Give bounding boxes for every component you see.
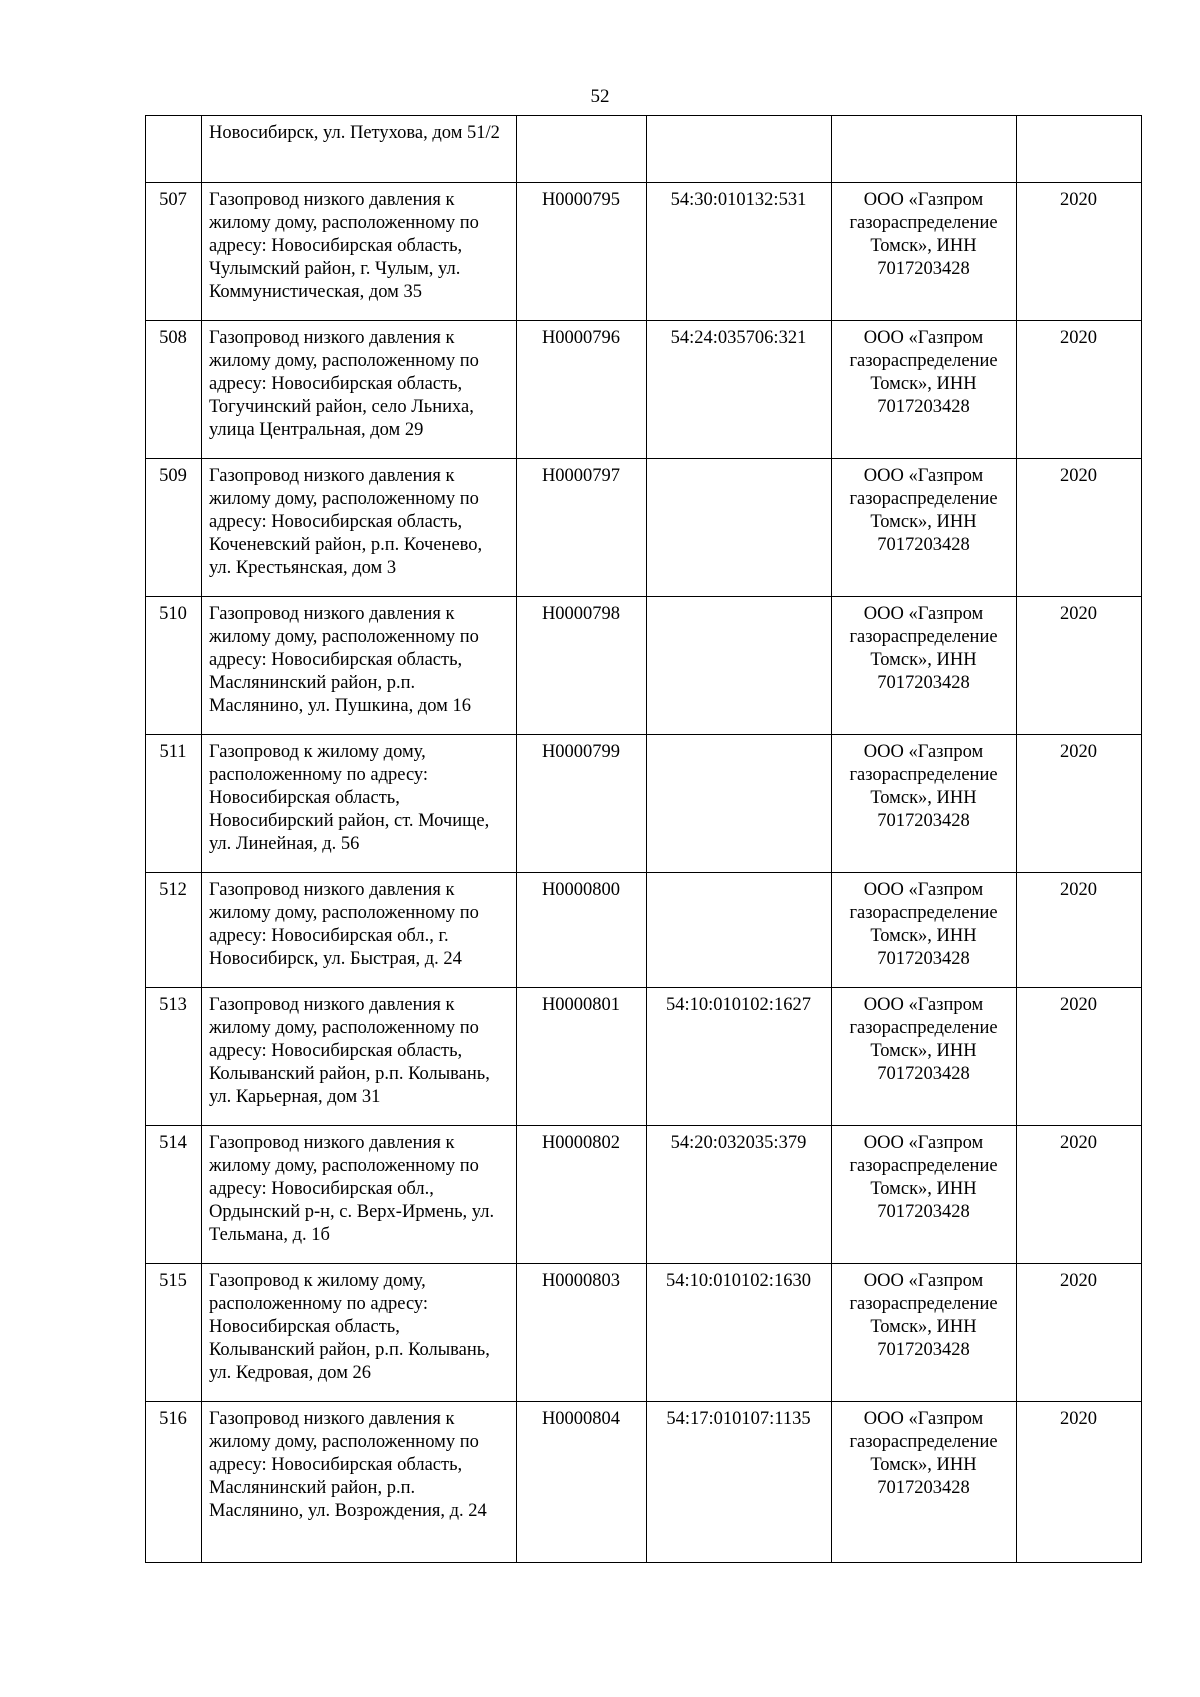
year: 2020 bbox=[1017, 988, 1142, 1126]
inventory-number: Н0000802 bbox=[517, 1126, 647, 1264]
row-number: 511 bbox=[146, 735, 202, 873]
object-name: Газопровод низкого давления к жилому дому, расположенному по адресу: Новосибирская область, Колыванский район, р.п. Колывань, ул. Карьерная, дом 31 bbox=[202, 988, 517, 1126]
year: 2020 bbox=[1017, 321, 1142, 459]
year: 2020 bbox=[1017, 1264, 1142, 1402]
object-name: Газопровод низкого давления к жилому дому, расположенному по адресу: Новосибирская обл., Ордынский р-н, с. Верх-Ирмень, ул. Тельмана, д. 1б bbox=[202, 1126, 517, 1264]
inventory-number: Н0000796 bbox=[517, 321, 647, 459]
owner: ООО «Газпром газораспределение Томск», ИНН 7017203428 bbox=[832, 1264, 1017, 1402]
row-number: 516 bbox=[146, 1402, 202, 1563]
object-name: Газопровод низкого давления к жилому дому, расположенному по адресу: Новосибирская область, Чулымский район, г. Чулым, ул. Коммунистическая, дом 35 bbox=[202, 183, 517, 321]
table-row bbox=[146, 321, 1142, 459]
object-name: Газопровод низкого давления к жилому дому, расположенному по адресу: Новосибирская область, Маслянинский район, р.п. Маслянино, ул. Пушкина, дом 16 bbox=[202, 597, 517, 735]
row-number: 514 bbox=[146, 1126, 202, 1264]
cadastral-number: 54:17:010107:1135 bbox=[647, 1402, 832, 1563]
owner: ООО «Газпром газораспределение Томск», ИНН 7017203428 bbox=[832, 597, 1017, 735]
object-name: Газопровод низкого давления к жилому дому, расположенному по адресу: Новосибирская область, Тогучинский район, село Льниха, улица Центральная, дом 29 bbox=[202, 321, 517, 459]
year: 2020 bbox=[1017, 1126, 1142, 1264]
cadastral-number bbox=[647, 116, 832, 183]
table-row bbox=[146, 459, 1142, 597]
table-row bbox=[146, 735, 1142, 873]
owner: ООО «Газпром газораспределение Томск», ИНН 7017203428 bbox=[832, 183, 1017, 321]
year: 2020 bbox=[1017, 1402, 1142, 1563]
row-number: 508 bbox=[146, 321, 202, 459]
row-number: 512 bbox=[146, 873, 202, 988]
owner: ООО «Газпром газораспределение Томск», ИНН 7017203428 bbox=[832, 321, 1017, 459]
owner: ООО «Газпром газораспределение Томск», ИНН 7017203428 bbox=[832, 735, 1017, 873]
inventory-number: Н0000798 bbox=[517, 597, 647, 735]
cadastral-number bbox=[647, 873, 832, 988]
inventory-number bbox=[517, 116, 647, 183]
year: 2020 bbox=[1017, 459, 1142, 597]
inventory-number: Н0000803 bbox=[517, 1264, 647, 1402]
owner: ООО «Газпром газораспределение Томск», ИНН 7017203428 bbox=[832, 1126, 1017, 1264]
table-row bbox=[146, 873, 1142, 988]
year: 2020 bbox=[1017, 873, 1142, 988]
inventory-number: Н0000801 bbox=[517, 988, 647, 1126]
cadastral-number: 54:24:035706:321 bbox=[647, 321, 832, 459]
cadastral-number bbox=[647, 459, 832, 597]
table-row bbox=[146, 1126, 1142, 1264]
table-row bbox=[146, 988, 1142, 1126]
registry-table bbox=[145, 115, 1142, 1563]
row-number: 513 bbox=[146, 988, 202, 1126]
row-number: 510 bbox=[146, 597, 202, 735]
object-name: Газопровод низкого давления к жилому дому, расположенному по адресу: Новосибирская область, Маслянинский район, р.п. Маслянино, ул. Возрождения, д. 24 bbox=[202, 1402, 517, 1563]
cadastral-number: 54:20:032035:379 bbox=[647, 1126, 832, 1264]
row-number: 509 bbox=[146, 459, 202, 597]
table-row bbox=[146, 116, 1142, 183]
row-number bbox=[146, 116, 202, 183]
row-number: 515 bbox=[146, 1264, 202, 1402]
table-row bbox=[146, 183, 1142, 321]
row-number: 507 bbox=[146, 183, 202, 321]
cadastral-number bbox=[647, 735, 832, 873]
table-row bbox=[146, 597, 1142, 735]
table-row bbox=[146, 1264, 1142, 1402]
inventory-number: Н0000797 bbox=[517, 459, 647, 597]
object-name: Новосибирск, ул. Петухова, дом 51/2 bbox=[202, 116, 517, 183]
cadastral-number: 54:10:010102:1627 bbox=[647, 988, 832, 1126]
year: 2020 bbox=[1017, 597, 1142, 735]
object-name: Газопровод низкого давления к жилому дому, расположенному по адресу: Новосибирская обл., г. Новосибирск, ул. Быстрая, д. 24 bbox=[202, 873, 517, 988]
owner: ООО «Газпром газораспределение Томск», ИНН 7017203428 bbox=[832, 459, 1017, 597]
cadastral-number bbox=[647, 597, 832, 735]
year: 2020 bbox=[1017, 735, 1142, 873]
inventory-number: Н0000799 bbox=[517, 735, 647, 873]
owner bbox=[832, 116, 1017, 183]
inventory-number: Н0000800 bbox=[517, 873, 647, 988]
object-name: Газопровод низкого давления к жилому дому, расположенному по адресу: Новосибирская область, Коченевский район, р.п. Коченево, ул. Крестьянская, дом 3 bbox=[202, 459, 517, 597]
cadastral-number: 54:30:010132:531 bbox=[647, 183, 832, 321]
page-number: 52 bbox=[590, 86, 610, 107]
object-name: Газопровод к жилому дому, расположенному по адресу: Новосибирская область, Новосибирский район, ст. Мочище, ул. Линейная, д. 56 bbox=[202, 735, 517, 873]
cadastral-number: 54:10:010102:1630 bbox=[647, 1264, 832, 1402]
table-row bbox=[146, 1402, 1142, 1563]
owner: ООО «Газпром газораспределение Томск», ИНН 7017203428 bbox=[832, 988, 1017, 1126]
owner: ООО «Газпром газораспределение Томск», ИНН 7017203428 bbox=[832, 873, 1017, 988]
inventory-number: Н0000804 bbox=[517, 1402, 647, 1563]
object-name: Газопровод к жилому дому, расположенному по адресу: Новосибирская область, Колыванский район, р.п. Колывань, ул. Кедровая, дом 26 bbox=[202, 1264, 517, 1402]
owner: ООО «Газпром газораспределение Томск», ИНН 7017203428 bbox=[832, 1402, 1017, 1563]
year bbox=[1017, 116, 1142, 183]
inventory-number: Н0000795 bbox=[517, 183, 647, 321]
year: 2020 bbox=[1017, 183, 1142, 321]
